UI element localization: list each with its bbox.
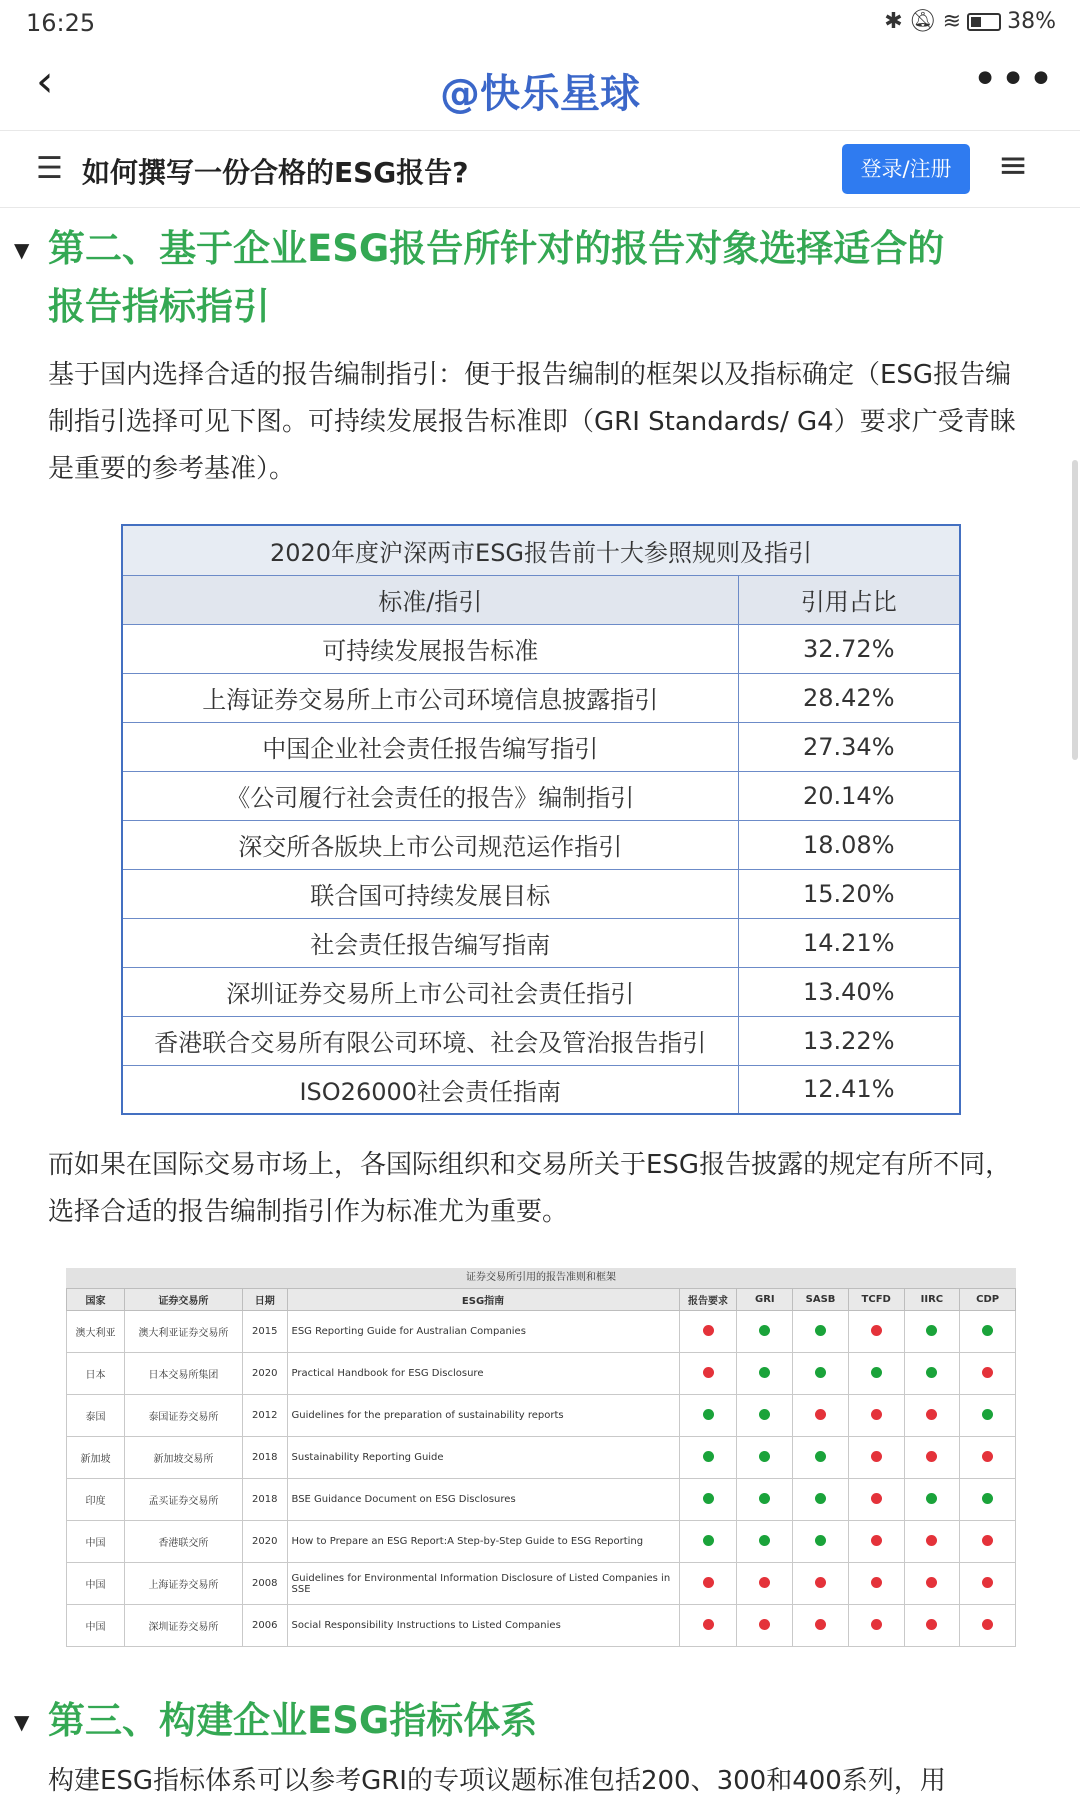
status-cell [904,1521,960,1563]
red-dot-icon [871,1325,882,1336]
date-cell: 2018 [242,1437,287,1479]
exchange-cell: 日本交易所集团 [124,1353,242,1395]
status-cell [679,1311,737,1353]
green-dot-icon [982,1325,993,1336]
table2-row [67,1563,1016,1605]
status-cell [904,1563,960,1605]
green-dot-icon [815,1451,826,1462]
section2-heading[interactable] [14,220,1024,340]
date-cell: 2015 [242,1311,287,1353]
green-dot-icon [759,1451,770,1462]
table2-header-cell: 证券交易所 [124,1289,242,1311]
red-dot-icon [703,1367,714,1378]
citation-share-cell: 18.08% [738,820,960,869]
section3-paragraph: 构建ESG指标体系可以参考GRI的专项议题标准包括200、300和400系列，用 [48,1766,946,1796]
table1-title: 2020年度沪深两市ESG报告前十大参照规则及指引 [122,525,960,575]
table2-row [67,1605,1016,1647]
status-cell [904,1311,960,1353]
red-dot-icon [871,1577,882,1588]
citation-share-cell: 14.21% [738,918,960,967]
wifi-icon: ≋ [942,9,962,34]
green-dot-icon [926,1325,937,1336]
status-cell [679,1605,737,1647]
citation-share-cell: 13.40% [738,967,960,1016]
date-cell: 2018 [242,1479,287,1521]
status-cell [737,1521,793,1563]
status-cell [737,1563,793,1605]
standard-name-cell: 上海证券交易所上市公司环境信息披露指引 [122,673,738,722]
date-cell: 2006 [242,1605,287,1647]
section2-heading-text: 第二、基于企业ESG报告所针对的报告对象选择适合的 报告指标指引 [48,227,945,328]
red-dot-icon [926,1451,937,1462]
back-icon[interactable]: ‹ [36,56,54,107]
status-cell [793,1395,849,1437]
red-dot-icon [982,1577,993,1588]
status-cell [960,1311,1016,1353]
green-dot-icon [703,1493,714,1504]
green-dot-icon [871,1367,882,1378]
country-cell: 日本 [67,1353,125,1395]
status-cell [737,1605,793,1647]
red-dot-icon [759,1619,770,1630]
status-cell [793,1521,849,1563]
red-dot-icon [815,1577,826,1588]
green-dot-icon [926,1367,937,1378]
doc-toolbar [0,130,1080,208]
table1-row [122,771,960,820]
citation-share-cell: 27.34% [738,722,960,771]
menu-icon[interactable]: ≡ [997,145,1028,186]
table2-row [67,1437,1016,1479]
guide-cell: Guidelines for Environmental Information Disclosure of Listed Companies in SSE [287,1563,679,1605]
status-cell [737,1437,793,1479]
battery-level: 38% [1007,9,1056,34]
table2-header-cell: 报告要求 [679,1289,737,1311]
status-cell [793,1563,849,1605]
table1-row [122,722,960,771]
collapse-arrow-icon[interactable]: ▼ [14,1710,30,1734]
citation-share-cell: 13.22% [738,1016,960,1065]
green-dot-icon [815,1325,826,1336]
status-cell [848,1605,904,1647]
toc-icon[interactable]: ☰ [36,151,63,186]
status-cell [960,1563,1016,1605]
status-cell [679,1437,737,1479]
red-dot-icon [815,1409,826,1420]
table2-title: 证券交易所引用的报告准则和框架 [66,1268,1016,1288]
status-cell [679,1479,737,1521]
citation-share-cell: 28.42% [738,673,960,722]
table1-row [122,967,960,1016]
nav-bar [0,48,1080,128]
table2-header-cell: CDP [960,1289,1016,1311]
green-dot-icon [815,1493,826,1504]
status-cell [793,1605,849,1647]
red-dot-icon [703,1619,714,1630]
green-dot-icon [982,1409,993,1420]
standard-name-cell: 可持续发展报告标准 [122,624,738,673]
red-dot-icon [926,1535,937,1546]
table1-row [122,869,960,918]
country-cell: 印度 [67,1479,125,1521]
red-dot-icon [982,1619,993,1630]
status-cell [848,1437,904,1479]
mute-icon: 🔕︎ [908,9,937,34]
status-cell [848,1395,904,1437]
guide-cell: How to Prepare an ESG Report:A Step-by-Step Guide to ESG Reporting [287,1521,679,1563]
section3-heading-text: 第三、构建企业ESG指标体系 [48,1699,538,1742]
red-dot-icon [871,1619,882,1630]
red-dot-icon [703,1325,714,1336]
red-dot-icon [871,1451,882,1462]
guide-cell: ESG Reporting Guide for Australian Companies [287,1311,679,1353]
green-dot-icon [759,1325,770,1336]
exchange-cell: 香港联交所 [124,1521,242,1563]
table1-header [122,575,960,624]
guide-cell: Practical Handbook for ESG Disclosure [287,1353,679,1395]
table2-header-cell: ESG指南 [287,1289,679,1311]
doc-title: 如何撰写一份合格的ESG报告? [82,156,469,189]
status-bar [0,0,1080,44]
country-cell: 新加坡 [67,1437,125,1479]
status-cell [960,1437,1016,1479]
green-dot-icon [759,1493,770,1504]
guide-cell: Sustainability Reporting Guide [287,1437,679,1479]
table2-header-cell: 国家 [67,1289,125,1311]
table2-row [67,1311,1016,1353]
standard-name-cell: ISO26000社会责任指南 [122,1065,738,1114]
status-cell [679,1521,737,1563]
status-cell [793,1437,849,1479]
red-dot-icon [759,1577,770,1588]
green-dot-icon [982,1493,993,1504]
standard-name-cell: 《公司履行社会责任的报告》编制指引 [122,771,738,820]
exchange-cell: 澳大利亚证券交易所 [124,1311,242,1353]
table2-header-cell: SASB [793,1289,849,1311]
status-cell [904,1479,960,1521]
status-cell [904,1437,960,1479]
green-dot-icon [759,1367,770,1378]
green-dot-icon [815,1535,826,1546]
section2-paragraph2: 而如果在国际交易市场上，各国际组织和交易所关于ESG报告披露的规定有所不同，选择合适的报告编制指引作为标准尤为重要。 [48,1150,1012,1227]
date-cell: 2012 [242,1395,287,1437]
red-dot-icon [871,1493,882,1504]
exchange-cell: 深圳证券交易所 [124,1605,242,1647]
standard-name-cell: 香港联合交易所有限公司环境、社会及管治报告指引 [122,1016,738,1065]
table2-header-cell: GRI [737,1289,793,1311]
exchange-cell: 孟买证券交易所 [124,1479,242,1521]
green-dot-icon [759,1535,770,1546]
status-cell [960,1395,1016,1437]
red-dot-icon [703,1577,714,1588]
status-cell [904,1395,960,1437]
table1-header-cell: 引用占比 [738,575,960,624]
more-icon[interactable]: ••• [972,54,1056,105]
date-cell: 2020 [242,1353,287,1395]
status-cell [848,1563,904,1605]
exchange-cell: 泰国证券交易所 [124,1395,242,1437]
exchange-cell: 上海证券交易所 [124,1563,242,1605]
standard-name-cell: 深圳证券交易所上市公司社会责任指引 [122,967,738,1016]
red-dot-icon [982,1367,993,1378]
table2-row [67,1353,1016,1395]
green-dot-icon [759,1409,770,1420]
red-dot-icon [926,1577,937,1588]
guide-cell: Social Responsibility Instructions to Listed Companies [287,1605,679,1647]
status-time: 16:25 [26,9,96,37]
red-dot-icon [871,1409,882,1420]
status-cell [848,1311,904,1353]
green-dot-icon [815,1367,826,1378]
status-cell [737,1395,793,1437]
standard-name-cell: 联合国可持续发展目标 [122,869,738,918]
guide-cell: BSE Guidance Document on ESG Disclosures [287,1479,679,1521]
red-dot-icon [815,1619,826,1630]
status-cell [960,1605,1016,1647]
table1-row [122,820,960,869]
exchange-cell: 新加坡交易所 [124,1437,242,1479]
red-dot-icon [926,1409,937,1420]
table2-header-cell: 日期 [242,1289,287,1311]
status-icons [884,9,1056,34]
exchange-framework-table [66,1268,1016,1647]
guide-cell: Guidelines for the preparation of sustainability reports [287,1395,679,1437]
green-dot-icon [703,1451,714,1462]
status-cell [904,1605,960,1647]
country-cell: 中国 [67,1563,125,1605]
section2-paragraph1: 基于国内选择合适的报告编制指引：便于报告编制的框架以及指标确定（ESG报告编制指引选择可见下图。可持续发展报告标准即（GRI Standards/ G4）要求广受青睐是重要的参考基准）。 [48,360,1016,484]
table1-row [122,1065,960,1114]
status-cell [679,1563,737,1605]
standard-name-cell: 社会责任报告编写指南 [122,918,738,967]
table2-header-cell: TCFD [848,1289,904,1311]
country-cell: 澳大利亚 [67,1311,125,1353]
green-dot-icon [703,1409,714,1420]
red-dot-icon [982,1535,993,1546]
status-cell [793,1311,849,1353]
green-dot-icon [926,1493,937,1504]
table1-row [122,624,960,673]
citation-share-cell: 20.14% [738,771,960,820]
battery-icon [967,13,1001,31]
status-cell [737,1479,793,1521]
status-cell [737,1353,793,1395]
table2-row [67,1479,1016,1521]
status-cell [737,1311,793,1353]
section3-heading[interactable] [14,1692,1024,1752]
login-register-button[interactable]: 登录/注册 [842,144,970,194]
table1-row [122,918,960,967]
table2-row [67,1395,1016,1437]
country-cell: 中国 [67,1521,125,1563]
status-cell [960,1521,1016,1563]
status-cell [848,1521,904,1563]
status-cell [793,1353,849,1395]
country-cell: 泰国 [67,1395,125,1437]
country-cell: 中国 [67,1605,125,1647]
date-cell: 2020 [242,1521,287,1563]
citation-share-cell: 32.72% [738,624,960,673]
status-cell [679,1353,737,1395]
date-cell: 2008 [242,1563,287,1605]
status-cell [848,1479,904,1521]
table2-header-cell: IIRC [904,1289,960,1311]
status-cell [793,1479,849,1521]
green-dot-icon [703,1535,714,1546]
collapse-arrow-icon[interactable]: ▼ [14,238,30,262]
status-cell [848,1353,904,1395]
nav-title: @快乐星球 [440,71,640,117]
table1-row [122,673,960,722]
bluetooth-icon: ✱ [884,9,903,34]
table1-header-cell: 标准/指引 [122,575,738,624]
standard-name-cell: 中国企业社会责任报告编写指引 [122,722,738,771]
status-cell [904,1353,960,1395]
status-cell [960,1479,1016,1521]
table2-grid [66,1288,1016,1647]
reference-rules-table [121,524,961,1115]
red-dot-icon [982,1451,993,1462]
red-dot-icon [926,1619,937,1630]
table1-row [122,1016,960,1065]
standard-name-cell: 深交所各版块上市公司规范运作指引 [122,820,738,869]
red-dot-icon [871,1535,882,1546]
citation-share-cell: 12.41% [738,1065,960,1114]
status-cell [679,1395,737,1437]
table2-row [67,1521,1016,1563]
citation-share-cell: 15.20% [738,869,960,918]
scrollbar[interactable] [1072,460,1078,760]
status-cell [960,1353,1016,1395]
